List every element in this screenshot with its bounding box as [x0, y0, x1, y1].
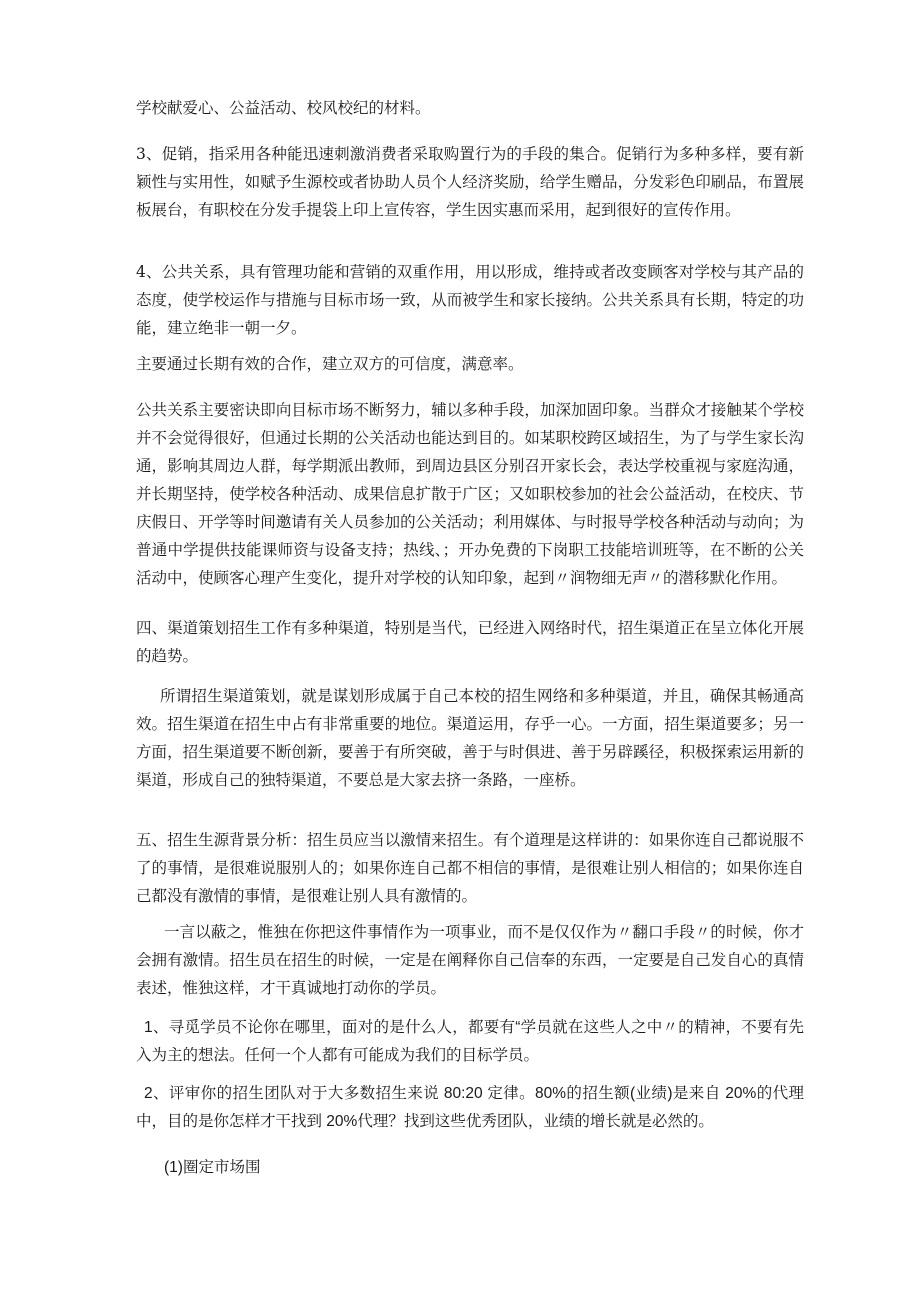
paragraph-school-materials: 学校献爱心、公益活动、校风校纪的材料。 — [136, 99, 431, 117]
paragraph-find-students: 1、寻觅学员不论你在哪里，面对的是什么人，都要有“学员就在这些人之中〃的精神，不要有先入为主的想法。任何一个人都有可能成为我们的目标学员。 — [136, 1019, 804, 1064]
paragraph-public-relations: 4、公共关系，具有管理功能和营销的双重作用，用以形成，维持或者改变顾客对学校与其产品的态度，使学校运作与措施与目标市场一致，从而被学生和家长接纳。公共关系具有长期，特定的功能，建立绝非一朝一夕。 — [136, 263, 804, 337]
paragraph-pr-secret: 公共关系主要密诀即向目标市场不断努力，辅以多种手段，加深加固印象。当群众才接触某个学校并不会觉得很好，但通过长期的公关活动也能达到目的。如某职校跨区域招生，为了与学生家长沟通，影响其周边人群，每学期派出教师，到周边县区分别召开家长会，表达学校重视与家庭沟通，并长期坚持，使学校各种活动、成果信息扩散于广区；又如职校参加的社会公益活动，在校庆、节庆假日、开学等时间邀请有关人员参加的公关活动；利用媒体、与时报导学校各种活动与动向；为普通中学提供技能课师资与设备支持；热线、；开办免费的下岗职工技能培训班等，在不断的公关活动中，使顾客心理产生变化，提升对学校的认知印象，起到〃润物细无声〃的潜移默化作用。 — [136, 401, 804, 587]
paragraph-long-term-cooperation: 主要通过长期有效的合作，建立双方的可信度，满意率。 — [136, 355, 524, 373]
paragraph-passion: 一言以蔽之，惟独在你把这件事情作为一项事业，而不是仅仅作为〃翻口手段〃的时候，你才会拥有激情。招生员在招生的时候，一定是在阐释你自己信奉的东西，一定要是自己发自心的真情表述，惟独这样，才干真诚地打动你的学员。 — [136, 923, 804, 997]
paragraph-promotion: 3、促销，指采用各种能迅速刺激消费者采取购置行为的手段的集合。促销行为多种多样，要有新颖性与实用性，如赋予生源校或者协助人员个人经济奖励，给学生赠品，分发彩色印刷品，布置展板展台，有职校在分发手提袋上印上宣传容，学生因实惠而采用，起到很好的宣传作用。 — [136, 145, 804, 219]
paragraph-market-scope: (1)圈定市场围 — [164, 1159, 261, 1176]
paragraph-channel-planning: 四、渠道策划招生工作有多种渠道，特别是当代，已经进入网络时代，招生渠道正在呈立体化开展的趋势。 — [136, 619, 804, 665]
paragraph-source-analysis: 五、招生生源背景分析：招生员应当以激情来招生。有个道理是这样讲的：如果你连自己都说服不了的事情，是很难说服别人的；如果你连自己都不相信的事情，是很难让别人相信的；如果你连自己都没有激情的事情，是很难让别人具有激情的。 — [136, 831, 804, 905]
paragraph-channel-definition: 所谓招生渠道策划，就是谋划形成属于自己本校的招生网络和多种渠道，并且，确保其畅通高效。招生渠道在招生中占有非常重要的地位。渠道运用，存乎一心。一方面，招生渠道要多；另一方面，招生渠道要不断创新，要善于有所突破，善于与时俱进、善于另辟蹊径，积极探索运用新的渠道，形成自己的独特渠道，不要总是大家去挤一条路，一座桥。 — [136, 687, 804, 789]
paragraph-evaluate-team: 2、评审你的招生团队对于大多数招生来说 80:20 定律。80%的招生额(业绩)是来自 20%的代理中，目的是你怎样才干找到 20%代理？找到这些优秀团队，业绩的增长就是必然的。 — [136, 1085, 804, 1130]
